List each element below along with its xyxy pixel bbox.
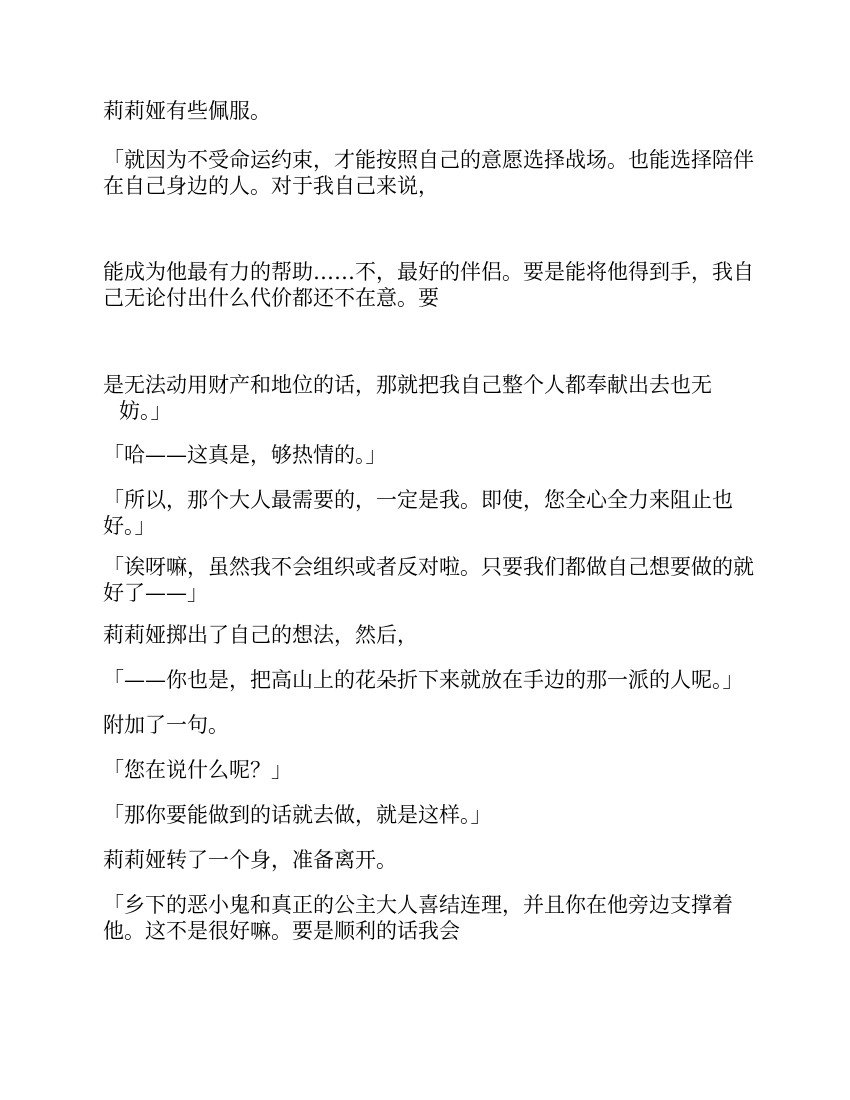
text-line: 能成为他最有力的帮助……不，最好的伴侣。要是能将他得到手，我自: [103, 260, 754, 284]
paragraph-8: [103, 622, 753, 648]
text-line: 好。」: [103, 514, 156, 538]
text-line: 「所以，那个大人最需要的，一定是我。即使，您全心全力来阻止也: [103, 488, 733, 512]
paragraph-6: [103, 487, 753, 539]
text-line: 「就因为不受命运约束，才能按照自己的意愿选择战场。也能选择陪伴: [103, 148, 754, 172]
paragraph-10: [103, 712, 753, 738]
text-line: 好了——」: [103, 581, 208, 605]
paragraph-9: [103, 667, 753, 693]
paragraph-13: [103, 847, 753, 873]
text-line: 「那你要能做到的话就去做，就是这样。」: [103, 803, 492, 827]
text-line: 莉莉娅掷出了自己的想法，然后，: [103, 623, 418, 647]
text-line: 「乡下的恶小鬼和真正的公主大人喜结连理，并且你在他旁边支撑着: [103, 893, 733, 917]
paragraph-3: [103, 259, 753, 311]
text-line: 在自己身边的人。对于我自己来说，: [103, 174, 439, 198]
text-line: 「哈——这真是，够热情的。」: [103, 443, 387, 467]
paragraph-2: [103, 147, 753, 199]
paragraph-5: [103, 442, 753, 468]
paragraph-12: [103, 802, 753, 828]
text-line: 莉莉娅转了一个身，准备离开。: [103, 848, 397, 872]
text-line: 「您在说什么呢？」: [103, 758, 292, 782]
text-line: 「诶呀嘛，虽然我不会组织或者反对啦。只要我们都做自己想要做的就: [103, 555, 754, 579]
text-line: 妨。」: [119, 399, 172, 423]
paragraph-4: [103, 372, 753, 424]
text-line: 附加了一句。: [103, 713, 229, 737]
paragraph-7: [103, 554, 753, 606]
text-line: 是无法动用财产和地位的话，那就把我自己整个人都奉献出去也无: [103, 373, 712, 397]
text-line: 「——你也是，把高山上的花朵折下来就放在手边的那一派的人呢。」: [103, 668, 744, 692]
paragraph-14: [103, 892, 753, 944]
paragraph-11: [103, 757, 753, 783]
text-line: 己无论付出什么代价都还不在意。要: [103, 286, 439, 310]
text-line: 他。这不是很好嘛。要是顺利的话我会: [103, 919, 460, 943]
text-line: 莉莉娅有些佩服。: [103, 99, 271, 123]
paragraph-1: [103, 98, 753, 124]
